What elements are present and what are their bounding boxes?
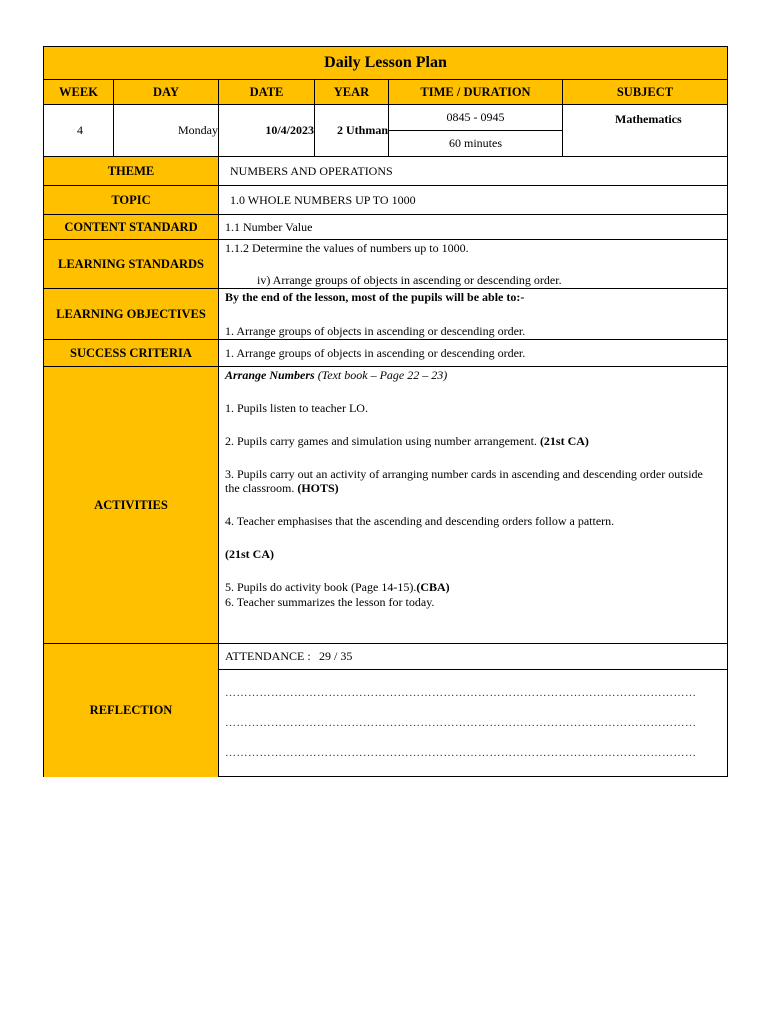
theme-value bbox=[219, 157, 728, 186]
reflection-line-1: …………………………………………………………………………………………………………… bbox=[225, 687, 697, 699]
activities-heading: Arrange Numbers bbox=[225, 368, 315, 382]
success-criteria-label: SUCCESS CRITERIA bbox=[44, 340, 219, 367]
activity-2-tag: (21st CA) bbox=[539, 434, 589, 448]
activity-5-text: 5. Pupils do activity book (Page 14-15). bbox=[225, 580, 417, 594]
lesson-plan-table bbox=[43, 46, 728, 777]
activity-1: 1. Pupils listen to teacher LO. bbox=[225, 401, 368, 415]
activity-5 bbox=[225, 580, 721, 594]
topic-label: TOPIC bbox=[44, 186, 219, 215]
success-criteria-value: 1. Arrange groups of objects in ascending or descending order. bbox=[219, 340, 728, 367]
objective-1: 1. Arrange groups of objects in ascending or descending order. bbox=[225, 324, 526, 338]
subject-value: Mathematics bbox=[563, 105, 728, 157]
activity-3-tag: (HOTS) bbox=[297, 481, 339, 495]
reflection-line-2: …………………………………………………………………………………………………………… bbox=[225, 717, 697, 729]
attendance-row bbox=[219, 644, 728, 670]
activities-value bbox=[219, 367, 728, 644]
theme-label: THEME bbox=[44, 157, 219, 186]
content-standard-label: CONTENT STANDARD bbox=[44, 215, 219, 240]
header-subject: SUBJECT bbox=[563, 80, 728, 105]
activities-heading-ref: (Text book – Page 22 – 23) bbox=[314, 368, 448, 382]
topic-value bbox=[219, 186, 728, 215]
header-year: YEAR bbox=[315, 80, 389, 105]
activity-3 bbox=[225, 467, 721, 495]
reflection-line-3: …………………………………………………………………………………………………………… bbox=[225, 747, 697, 759]
header-week: WEEK bbox=[44, 80, 114, 105]
header-time-duration: TIME / DURATION bbox=[389, 80, 563, 105]
activity-4: 4. Teacher emphasises that the ascending and descending orders follow a pattern. bbox=[225, 514, 615, 528]
year-value: 2 Uthman bbox=[315, 105, 389, 157]
header-date: DATE bbox=[219, 80, 315, 105]
topic-text: 1.0 WHOLE NUMBERS UP TO 1000 bbox=[230, 192, 416, 207]
activities-label: ACTIVITIES bbox=[44, 367, 219, 644]
page-title: Daily Lesson Plan bbox=[44, 47, 728, 80]
attendance-label: ATTENDANCE : bbox=[225, 649, 311, 663]
learning-standard-1: 1.1.2 Determine the values of numbers up to 1000. bbox=[225, 241, 469, 255]
reflection-label: REFLECTION bbox=[44, 644, 219, 777]
activity-6: 6. Teacher summarizes the lesson for today. bbox=[225, 595, 435, 609]
time-value: 0845 - 0945 bbox=[389, 105, 563, 131]
reflection-notes bbox=[219, 670, 728, 777]
week-value: 4 bbox=[44, 105, 114, 157]
activity-2 bbox=[225, 434, 721, 448]
day-value: Monday bbox=[114, 105, 219, 157]
theme-text: NUMBERS AND OPERATIONS bbox=[230, 163, 393, 178]
learning-objectives-value bbox=[219, 289, 728, 340]
date-value: 10/4/2023 bbox=[219, 105, 315, 157]
duration-value: 60 minutes bbox=[389, 131, 563, 157]
header-day: DAY bbox=[114, 80, 219, 105]
objectives-intro: By the end of the lesson, most of the pupils will be able to:- bbox=[225, 290, 525, 304]
learning-standards-value bbox=[219, 240, 728, 289]
attendance-value: 29 / 35 bbox=[319, 649, 353, 663]
activity-3-text: 3. Pupils carry out an activity of arranging number cards in ascending and descending order outside the classroom. bbox=[225, 467, 703, 495]
content-standard-value: 1.1 Number Value bbox=[219, 215, 728, 240]
learning-objectives-label: LEARNING OBJECTIVES bbox=[44, 289, 219, 340]
learning-standards-label: LEARNING STANDARDS bbox=[44, 240, 219, 289]
activity-4-tag: (21st CA) bbox=[225, 547, 274, 561]
activity-5-tag: (CBA) bbox=[416, 580, 450, 594]
activity-2-text: 2. Pupils carry games and simulation using number arrangement. bbox=[225, 434, 537, 448]
activities-heading-line bbox=[225, 368, 721, 382]
learning-standard-2: iv) Arrange groups of objects in ascending or descending order. bbox=[257, 273, 562, 287]
